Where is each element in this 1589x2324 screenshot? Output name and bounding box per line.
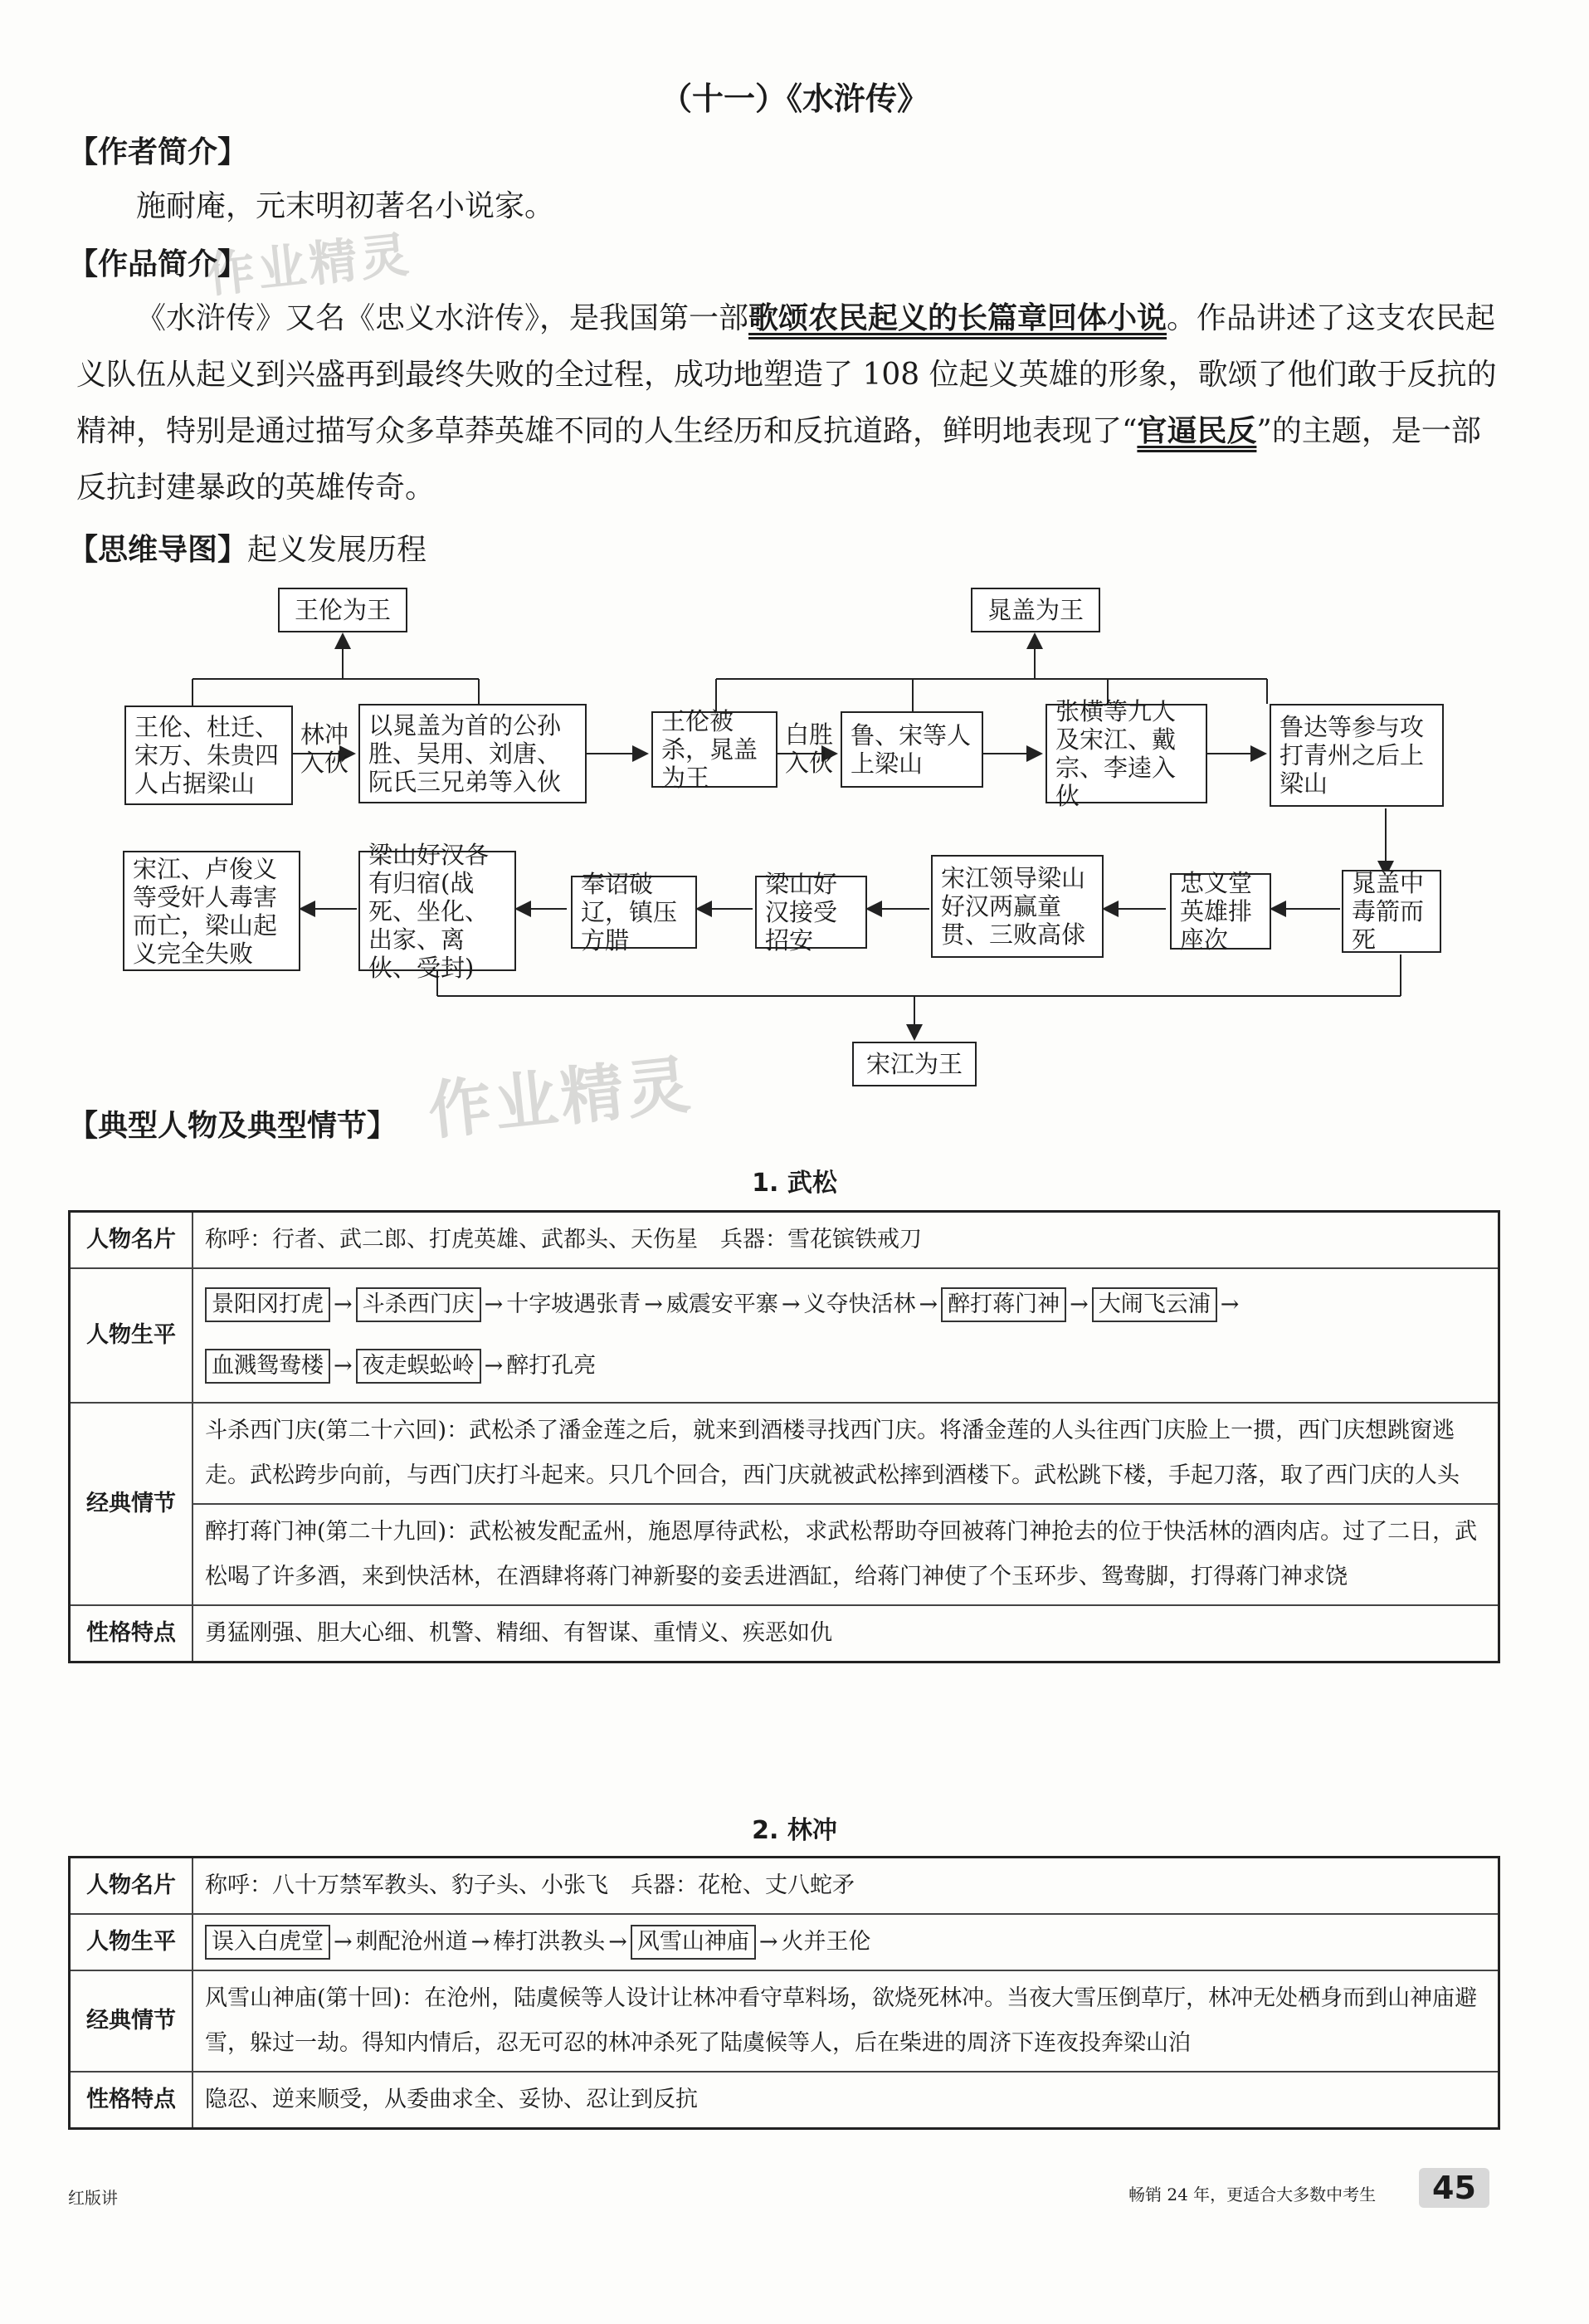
mindmap-subtitle: 起义发展历程	[247, 533, 427, 567]
row-label: 人物名片	[70, 1858, 193, 1915]
table-row	[70, 1914, 1499, 1970]
watermark: 作业精灵	[424, 1047, 697, 1149]
character-life	[193, 1914, 1499, 1970]
node-luda: 鲁达等参与攻打青州之后上梁山	[1270, 704, 1444, 807]
footer-left: 红版讲	[68, 2188, 118, 2208]
life-event: 大闹飞云浦	[1092, 1287, 1217, 1322]
character-card: 称呼：行者、武二郎、打虎英雄、武都头、天伤星 兵器：雪花镔铁戒刀	[193, 1212, 1499, 1269]
row-label: 经典情节	[70, 1403, 193, 1605]
life-event: 醉打蒋门神	[941, 1287, 1066, 1322]
classic-plot: 风雪山神庙(第十回)：在沧州，陆虞候等人设计让林冲看守草料场，欲烧死林冲。当夜大雪压倒草厅，林冲无处栖身而到山神庙避雪，躲过一劫。得知内情后，忍无可忍的林冲杀死了陆虞候等人，后在柴进的周济下连夜投奔梁山泊	[193, 1970, 1499, 2072]
life-event: 景阳冈打虎	[205, 1287, 330, 1322]
character-title: 1. 武松	[752, 1169, 837, 1198]
work-text: 《水浒传》又名《忠义水浒传》，是我国第一部	[136, 301, 749, 335]
life-event: 误入白虎堂	[205, 1925, 330, 1960]
node-chaogai-king: 晁盖为王	[971, 588, 1100, 632]
node-chaogai-death: 晁盖中毒箭而死	[1342, 870, 1441, 953]
edge-label-linchong: 林冲入伙	[300, 720, 349, 777]
classic-plot: 醉打蒋门神(第二十九回)：武松被发配孟州，施恩厚待武松，求武松帮助夺回被蒋门神抢去的位于快活林的酒肉店。过了二日，武松喝了许多酒，来到快活林，在酒肆将蒋门神新娶的妾丢进酒缸，给蒋门神使了个玉环步、鸳鸯脚，打得蒋门神求饶	[193, 1504, 1499, 1605]
arrow-icon: →	[758, 1929, 778, 1955]
node-songjiang-king: 宋江为王	[852, 1042, 977, 1086]
life-event: 火并王伦	[781, 1929, 871, 1955]
table-row	[70, 1970, 1499, 2072]
life-event: 十字坡遇张青	[506, 1291, 641, 1317]
table-row	[70, 1268, 1499, 1403]
work-text: ”的主题，是一部反抗封建暴政的英雄传奇。	[76, 414, 1481, 505]
work-heading: 【作品简介】	[68, 247, 248, 281]
mindmap-heading: 【思维导图】	[68, 533, 248, 567]
edge-label-baisheng: 白胜入伙	[784, 720, 833, 777]
character-traits: 勇猛刚强、胆大心细、机警、精细、有智谋、重情义、疾恶如仇	[193, 1605, 1499, 1662]
arrow-icon: →	[1070, 1291, 1089, 1317]
character-traits: 隐忍、逆来顺受，从委曲求全、妥协、忍让到反抗	[193, 2072, 1499, 2129]
node-ranking: 忠义堂英雄排座次	[1170, 873, 1271, 950]
node-amnesty: 梁山好汉接受招安	[755, 876, 867, 949]
row-label: 人物名片	[70, 1212, 193, 1269]
character-table-wusong	[68, 1210, 1500, 1663]
life-event: 棒打洪教头	[493, 1929, 606, 1955]
arrow-icon: →	[484, 1353, 504, 1379]
page-number: 45	[1419, 2168, 1489, 2208]
node-failure: 宋江、卢俊义等受奸人毒害而亡，梁山起义完全失败	[123, 851, 300, 971]
row-label: 人物生平	[70, 1914, 193, 1970]
arrow-icon: →	[1220, 1291, 1240, 1317]
arrow-icon: →	[919, 1291, 938, 1317]
author-text: 施耐庵，元末明初著名小说家。	[136, 189, 555, 223]
node-lu-song: 鲁、宋等人上梁山	[841, 711, 983, 788]
arrow-icon: →	[608, 1929, 627, 1955]
node-chaogai-join: 以晁盖为首的公孙胜、吴用、刘唐、阮氏三兄弟等入伙	[358, 704, 587, 803]
row-label: 经典情节	[70, 1970, 193, 2072]
footer-slogan: 畅销 24 年，更适合大多数中考生	[1128, 2185, 1377, 2204]
table-row	[70, 1504, 1499, 1605]
table-row	[70, 1403, 1499, 1504]
life-event: 风雪山神庙	[631, 1925, 756, 1960]
character-life	[193, 1268, 1499, 1403]
table-row	[70, 1605, 1499, 1662]
node-campaigns: 奉诏破辽，镇压方腊	[571, 876, 697, 949]
row-label: 人物生平	[70, 1268, 193, 1403]
life-event: 夜走蜈蚣岭	[356, 1349, 481, 1384]
character-card: 称呼：八十万禁军教头、豹子头、小张飞 兵器：花枪、丈八蛇矛	[193, 1858, 1499, 1915]
node-victories: 宋江领导梁山好汉两赢童贯、三败高俅	[931, 855, 1104, 958]
work-highlight: 歌颂农民起义的长篇章回体小说	[748, 301, 1167, 335]
arrow-icon: →	[484, 1291, 504, 1317]
row-label: 性格特点	[70, 2072, 193, 2129]
table-row	[70, 1212, 1499, 1269]
character-title: 2. 林冲	[752, 1816, 837, 1845]
author-heading: 【作者简介】	[68, 135, 248, 169]
node-wanglun-killed: 王伦被杀，晁盖为王	[651, 711, 777, 788]
life-event: 义夺快活林	[803, 1291, 916, 1317]
arrow-icon: →	[644, 1291, 663, 1317]
life-event: 威震安平寨	[665, 1291, 778, 1317]
life-event: 刺配沧州道	[355, 1929, 468, 1955]
life-event: 斗杀西门庆	[356, 1287, 481, 1322]
classic-plot: 斗杀西门庆(第二十六回)：武松杀了潘金莲之后，就来到酒楼寻找西门庆。将潘金莲的人头往西门庆脸上一掼，西门庆想跳窗逃走。武松跨步向前，与西门庆打斗起来。只几个回合，西门庆就被武松摔到酒楼下。武松跳下楼，手起刀落，取了西门庆的人头	[193, 1403, 1499, 1504]
node-zhangheng: 张横等九人及宋江、戴宗、李逵入伙	[1046, 704, 1207, 803]
character-table-linchong	[68, 1856, 1500, 2130]
life-event: 醉打孔亮	[506, 1353, 597, 1379]
node-wanglun-king: 王伦为王	[278, 588, 407, 632]
row-label: 性格特点	[70, 1605, 193, 1662]
node-wanglun-occupy: 王伦、杜迁、宋万、朱贵四人占据梁山	[124, 706, 293, 805]
table-row	[70, 2072, 1499, 2129]
watermark: 作业精灵	[203, 226, 415, 304]
arrow-icon: →	[334, 1353, 353, 1379]
table-row	[70, 1858, 1499, 1915]
work-text: 。作品讲述了这支农民起义队伍从起义到兴盛再到最终失败的全过程，成功地塑造了 108 位起义英雄的形象，歌颂了他们敢于反抗的精神，特别是通过描写众多草莽英雄不同的人生经历和反抗道路，鲜明地表现了“	[76, 301, 1497, 448]
arrow-icon: →	[470, 1929, 490, 1955]
life-event: 血溅鸳鸯楼	[205, 1349, 330, 1384]
arrow-icon: →	[334, 1929, 353, 1955]
arrow-icon: →	[334, 1291, 353, 1317]
work-highlight: 官逼民反	[1137, 414, 1257, 448]
arrow-icon: →	[781, 1291, 801, 1317]
page-title: （十一）《水浒传》	[660, 81, 929, 117]
typical-heading: 【典型人物及典型情节】	[68, 1109, 397, 1143]
node-fates: 梁山好汉各有归宿(战死、坐化、出家、离伙、受封)	[358, 851, 516, 971]
